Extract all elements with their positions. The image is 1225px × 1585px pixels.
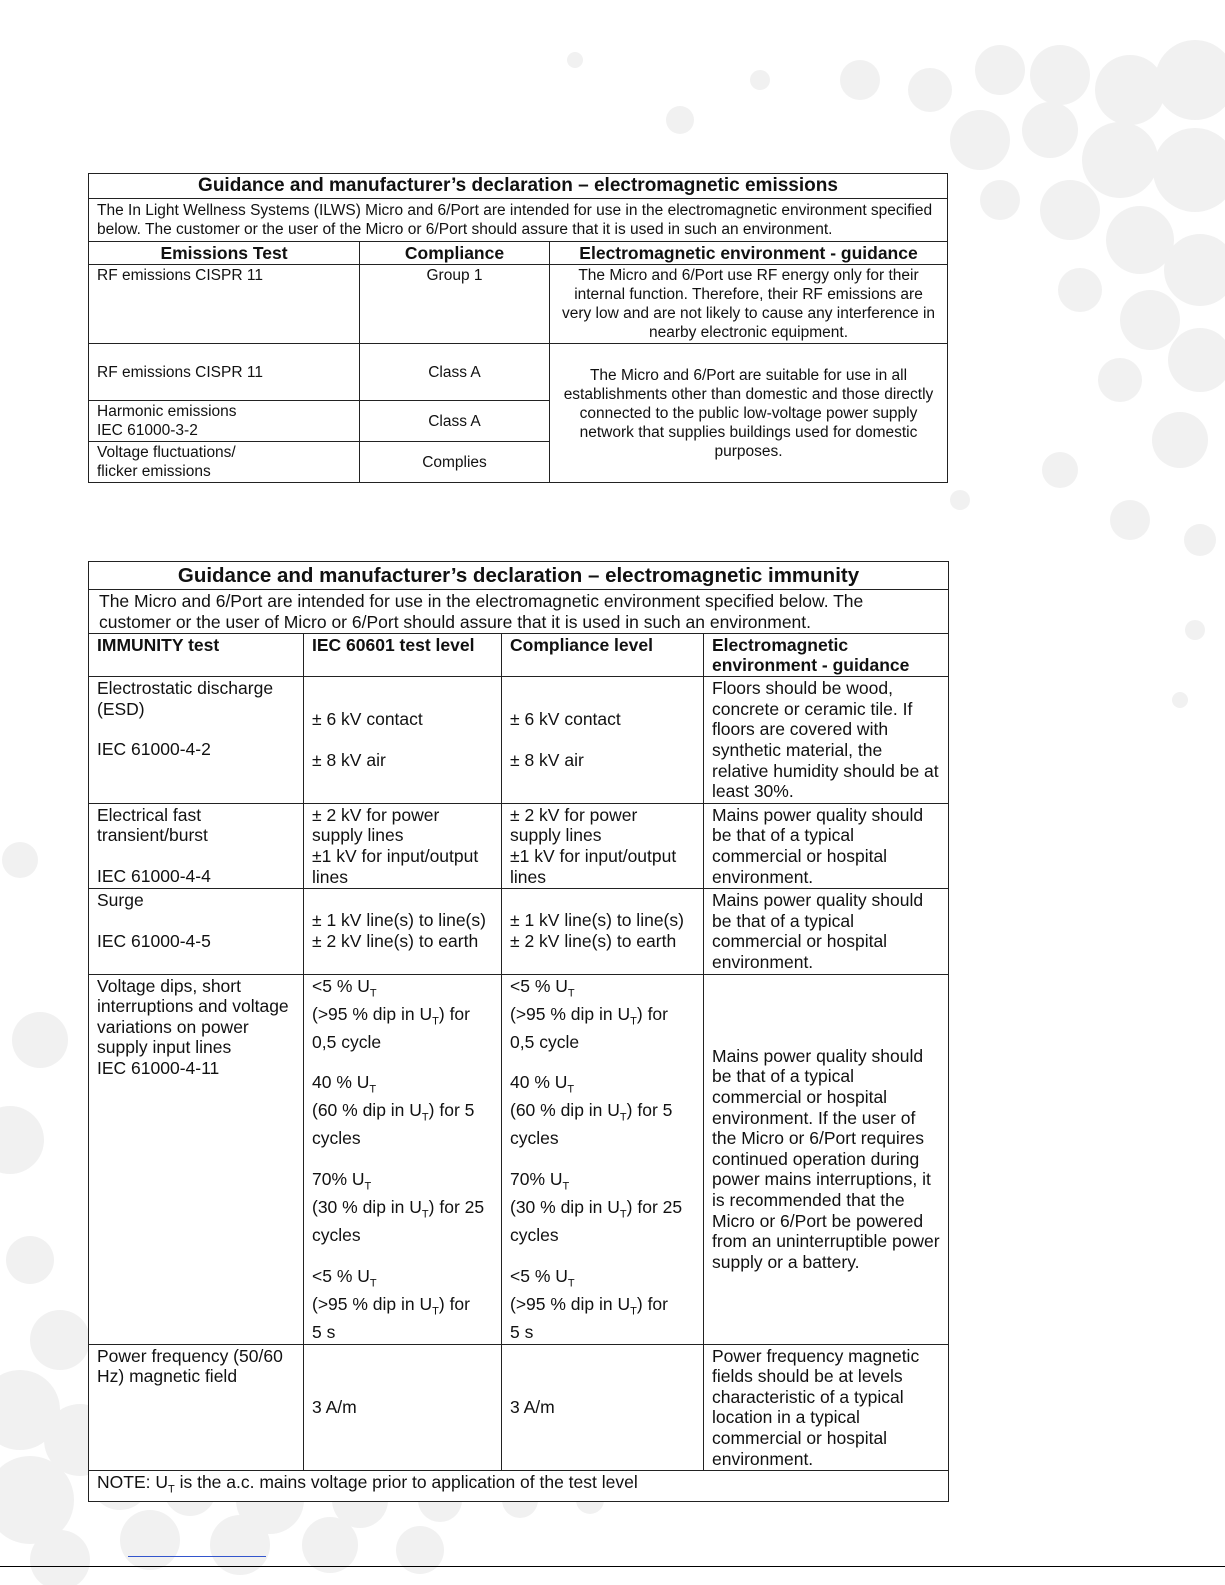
- level-line: (>95 % dip in $U_T$) for: [312, 1003, 470, 1028]
- level-line: ± 6 kV contact: [312, 709, 423, 730]
- column-header-guidance: Electromagnetic environment - guidance: [704, 634, 949, 677]
- column-header-emissions-test: Emissions Test: [89, 242, 360, 265]
- footer-divider: [0, 1566, 1225, 1567]
- level-line: (>95 % dip in $U_T$) for: [510, 1003, 668, 1028]
- table-row: [89, 889, 949, 974]
- level-line: cycles: [312, 1225, 361, 1246]
- table-row: [89, 803, 949, 888]
- level-line: ± 8 kV air: [312, 749, 386, 770]
- level-line: ±1 kV for input/output lines: [312, 845, 479, 887]
- table-row: [89, 677, 949, 804]
- level-line: (>95 % dip in $U_T$) for: [510, 1293, 668, 1318]
- emissions-test-line: Voltage fluctuations/: [97, 444, 236, 461]
- test-standard: IEC 61000-4-4: [97, 865, 211, 886]
- immunity-test-cell: [89, 803, 304, 888]
- level-line: ± 2 kV for power supply lines: [312, 804, 440, 846]
- test-level-cell: [304, 677, 502, 804]
- guidance-cell: Mains power quality should be that of a typical commercial or hospital environment.: [704, 803, 949, 888]
- emissions-test-line: Harmonic emissions: [97, 403, 237, 420]
- test-level-cell: [304, 974, 502, 1344]
- immunity-table-title: Guidance and manufacturer’s declaration – electromagnetic immunity: [89, 562, 949, 590]
- table-row: [89, 265, 948, 344]
- immunity-header-row: [89, 634, 949, 677]
- guidance-cell: Floors should be wood, concrete or ceramic tile. If floors are covered with synthetic material, the relative humidity should be at least 30%.: [704, 677, 949, 804]
- emissions-test-cell: RF emissions CISPR 11: [89, 344, 360, 401]
- footer-link-underline: [128, 1556, 266, 1557]
- column-header-guidance: Electromagnetic environment - guidance: [550, 242, 948, 265]
- compliance-level-cell: 3 A/m: [502, 1344, 704, 1471]
- level-line: ± 1 kV line(s) to line(s): [312, 910, 486, 931]
- emissions-intro: The In Light Wellness Systems (ILWS) Micro and 6/Port are intended for use in the electromagnetic environment specified below. The customer or the user of the Micro or 6/Port should assure that it is used in such an environment.: [89, 199, 948, 242]
- level-line: <5 % $U_T$: [312, 975, 377, 999]
- test-standard: IEC 61000-4-2: [97, 739, 211, 760]
- emissions-test-line: IEC 61000-3-2: [97, 422, 198, 439]
- table-row: [89, 974, 949, 1344]
- guidance-cell: Mains power quality should be that of a typical commercial or hospital environment.: [704, 889, 949, 974]
- column-header-compliance: Compliance: [360, 242, 550, 265]
- immunity-intro: The Micro and 6/Port are intended for use in the electromagnetic environment specified below. The customer or the user of Micro or 6/Port should assure that it is used in such an environment.: [89, 590, 949, 634]
- test-name: Surge: [97, 890, 144, 911]
- level-line: 70% $U_T$: [312, 1169, 372, 1193]
- level-line: (60 % dip in $U_T$) for 5: [312, 1100, 475, 1124]
- immunity-test-cell: Power frequency (50/60 Hz) magnetic field: [89, 1344, 304, 1471]
- emissions-test-line: flicker emissions: [97, 463, 211, 480]
- note-row: [89, 1471, 949, 1502]
- immunity-test-cell: [89, 677, 304, 804]
- level-line: ± 2 kV line(s) to earth: [312, 930, 479, 951]
- level-line: 40 % $U_T$: [510, 1072, 575, 1096]
- level-line: (30 % dip in $U_T$) for 25: [510, 1197, 683, 1221]
- compliance-level-cell: [502, 974, 704, 1344]
- level-line: (>95 % dip in $U_T$) for: [312, 1293, 470, 1318]
- level-line: (60 % dip in $U_T$) for 5: [510, 1100, 673, 1124]
- test-name: Electrical fast transient/burst: [97, 804, 208, 846]
- level-line: ± 6 kV contact: [510, 709, 621, 730]
- compliance-level-cell: [502, 803, 704, 888]
- level-line: ± 2 kV for power supply lines: [510, 804, 638, 846]
- column-header-compliance-level: Compliance level: [502, 634, 704, 677]
- level-line: (30 % dip in $U_T$) for 25: [312, 1197, 485, 1221]
- compliance-cell: Class A: [360, 401, 550, 442]
- emissions-test-cell: [89, 442, 360, 483]
- emissions-test-cell: [89, 401, 360, 442]
- column-header-immunity-test: IMMUNITY test: [89, 634, 304, 677]
- guidance-cell: Power frequency magnetic fields should be at levels characteristic of a typical location in a typical commercial or hospital environment.: [704, 1344, 949, 1471]
- guidance-cell: The Micro and 6/Port use RF energy only for their internal function. Therefore, their RF emissions are very low and are not likely to cause any interference in nearby electronic equipment.: [550, 265, 948, 344]
- guidance-cell: The Micro and 6/Port are suitable for use in all establishments other than domestic and those directly connected to the public low-voltage power supply network that supplies buildings used for domestic purposes.: [550, 344, 948, 483]
- level-line: 0,5 cycle: [510, 1031, 580, 1052]
- compliance-cell: Class A: [360, 344, 550, 401]
- test-standard: IEC 61000-4-11: [97, 1057, 220, 1078]
- level-line: 5 s: [510, 1322, 534, 1343]
- test-name: Voltage dips, short interruptions and voltage variations on power supply input lines: [97, 975, 289, 1058]
- immunity-test-cell: [89, 889, 304, 974]
- level-line: ±1 kV for input/output lines: [510, 845, 677, 887]
- level-line: cycles: [510, 1128, 559, 1149]
- immunity-test-cell: [89, 974, 304, 1344]
- column-header-test-level: IEC 60601 test level: [304, 634, 502, 677]
- emissions-test-cell: RF emissions CISPR 11: [89, 265, 360, 344]
- level-line: ± 8 kV air: [510, 749, 584, 770]
- table-row: [89, 344, 948, 401]
- compliance-level-cell: [502, 677, 704, 804]
- level-line: 0,5 cycle: [312, 1031, 382, 1052]
- compliance-cell: Group 1: [360, 265, 550, 344]
- immunity-table: [88, 561, 949, 1502]
- level-line: <5 % $U_T$: [510, 975, 575, 999]
- table-row: [89, 1344, 949, 1471]
- test-level-cell: 3 A/m: [304, 1344, 502, 1471]
- table-note: NOTE: $U_T$ is the a.c. mains voltage prior to application of the test level: [89, 1471, 949, 1502]
- level-line: ± 2 kV line(s) to earth: [510, 930, 677, 951]
- level-line: 70% $U_T$: [510, 1169, 570, 1193]
- level-line: <5 % $U_T$: [312, 1265, 377, 1290]
- guidance-cell: Mains power quality should be that of a typical commercial or hospital environment. If the user of the Micro or 6/Port requires continued operation during power mains interruptions, it is recommended that the Micro or 6/Port be powered from an uninterruptible power supply or a battery.: [704, 974, 949, 1344]
- test-level-cell: [304, 889, 502, 974]
- test-standard: IEC 61000-4-5: [97, 930, 211, 951]
- test-name: Electrostatic discharge (ESD): [97, 678, 274, 719]
- level-line: 40 % $U_T$: [312, 1072, 377, 1096]
- test-level-cell: [304, 803, 502, 888]
- level-line: cycles: [510, 1225, 559, 1246]
- level-line: <5 % $U_T$: [510, 1265, 575, 1290]
- emissions-table-title: Guidance and manufacturer’s declaration – electromagnetic emissions: [89, 174, 948, 199]
- compliance-level-cell: [502, 889, 704, 974]
- level-line: cycles: [312, 1128, 361, 1149]
- level-line: 5 s: [312, 1322, 336, 1343]
- emissions-header-row: [89, 242, 948, 265]
- emissions-table: [88, 173, 948, 483]
- level-line: ± 1 kV line(s) to line(s): [510, 910, 684, 931]
- compliance-cell: Complies: [360, 442, 550, 483]
